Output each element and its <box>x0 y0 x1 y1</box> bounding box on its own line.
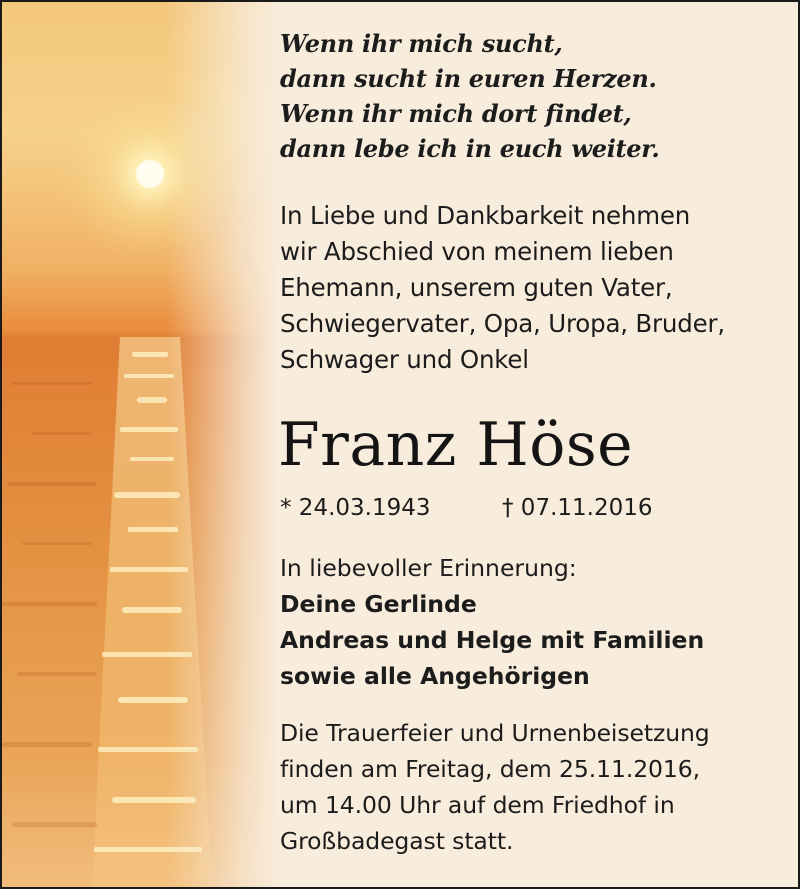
intro-line: Schwager und Onkel <box>280 345 529 374</box>
death-date: † 07.11.2016 <box>502 495 653 521</box>
intro-line: In Liebe und Dankbarkeit nehmen <box>280 201 691 230</box>
mourners-list <box>280 586 704 694</box>
life-dates <box>280 490 700 526</box>
birth-date: * 24.03.1943 <box>280 495 431 521</box>
farewell-intro <box>280 198 725 378</box>
deceased-name: Franz Höse <box>278 410 634 480</box>
service-line: Die Trauerfeier und Urnenbeisetzung <box>280 719 710 747</box>
verse-line: dann sucht in euren Herzen. <box>280 64 657 93</box>
intro-line: Schwiegervater, Opa, Uropa, Bruder, <box>280 309 725 338</box>
memorial-verse <box>280 26 659 166</box>
service-line: um 14.00 Uhr auf dem Friedhof in <box>280 791 675 819</box>
sunset-sea-image <box>2 2 302 887</box>
mourner-line: Deine Gerlinde <box>280 590 477 618</box>
intro-line: Ehemann, unserem guten Vater, <box>280 273 673 302</box>
verse-line: Wenn ihr mich dort findet, <box>280 99 632 128</box>
intro-line: wir Abschied von meinem lieben <box>280 237 674 266</box>
service-line: finden am Freitag, dem 25.11.2016, <box>280 755 700 783</box>
service-line: Großbadegast statt. <box>280 827 514 855</box>
verse-line: dann lebe ich in euch weiter. <box>280 134 660 163</box>
funeral-service-info <box>280 715 710 859</box>
verse-line: Wenn ihr mich sucht, <box>280 29 563 58</box>
mourner-line: sowie alle Angehörigen <box>280 662 590 690</box>
memory-line: In liebevoller Erinnerung: <box>280 554 577 582</box>
mourner-line: Andreas und Helge mit Familien <box>280 626 705 654</box>
